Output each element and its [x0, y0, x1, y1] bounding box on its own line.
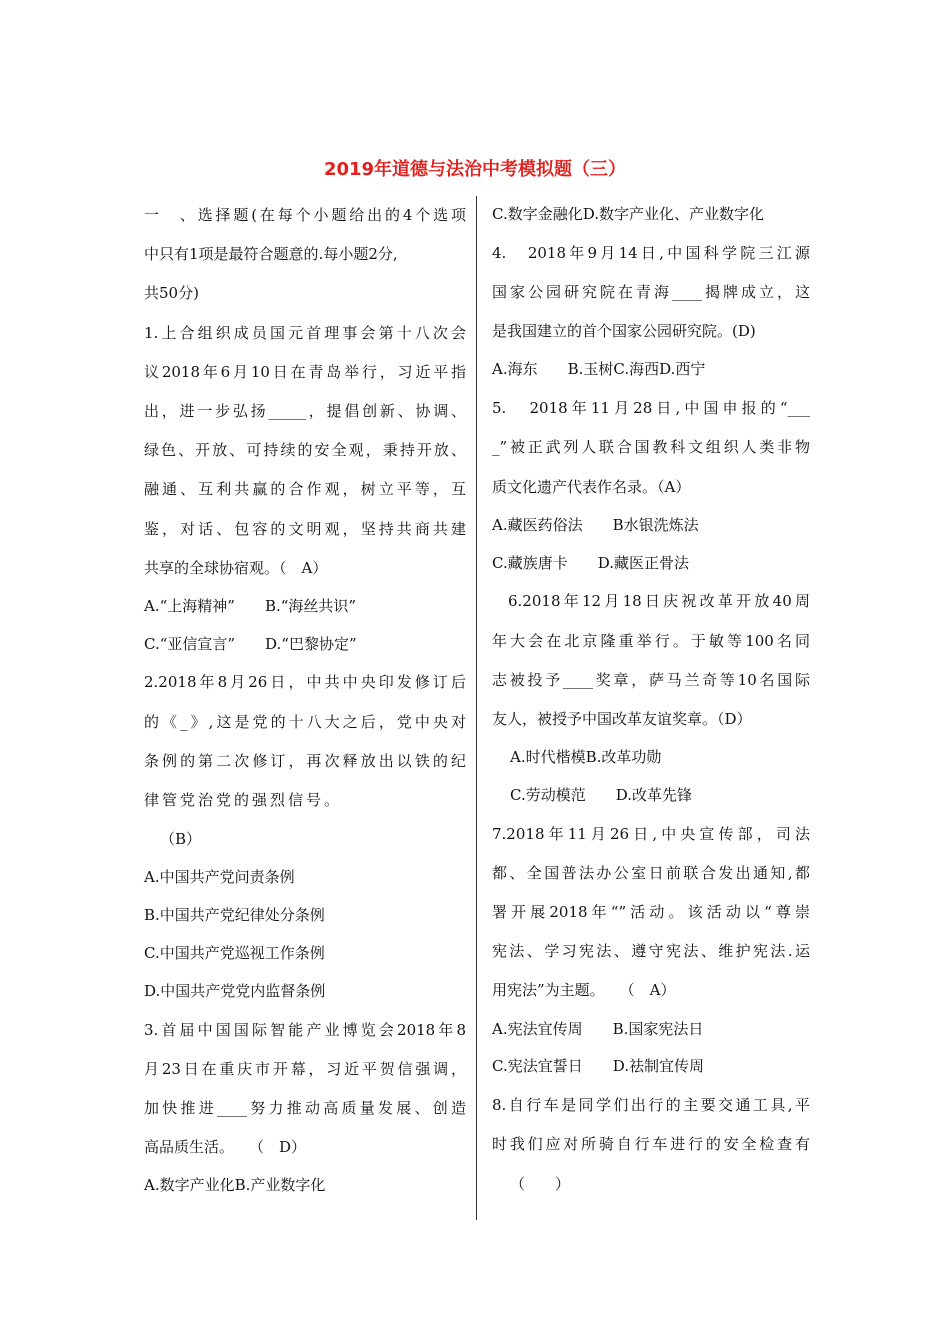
text-line: 都、全国普法办公室日前联合发出通知,都: [492, 863, 810, 882]
text-line: 用宪法”为主题。 （ A）: [492, 981, 676, 1000]
text-line: 条例的第二次修订，再次释放出以铁的纪: [144, 751, 466, 770]
text-line: 鉴，对话、包容的文明观，坚持共商共建: [144, 519, 466, 538]
text-line: C.中国共产党巡视工作条例: [144, 944, 325, 962]
text-line: 出，进一步弘扬_____，提倡创新、协调、: [144, 401, 466, 420]
text-line: 绿色、开放、可持续的安全观，秉持开放、: [144, 441, 466, 460]
text-line: 6.2018年12月18日庆祝改革开放40周: [508, 592, 810, 611]
text-line: 月23日在重庆市开幕，习近平贺信强调，: [144, 1059, 466, 1078]
page-title: 2019年道德与法治中考模拟题（三）: [323, 159, 627, 180]
text-line: A.数字产业化B.产业数字化: [144, 1176, 326, 1195]
text-line: 共享的全球协宿观。（ A）: [144, 558, 328, 577]
text-line: 宪法、学习宪法、遵守宪法、维护宪法.运: [492, 942, 810, 961]
text-line: 高品质生活。 （ D）: [144, 1138, 307, 1157]
text-line: （B）: [160, 830, 202, 849]
text-line: 友人，被授予中国改革友谊奖章。（D）: [492, 709, 752, 728]
column-divider: [476, 196, 477, 1220]
text-line: C.数字金融化D.数字产业化、产业数字化: [492, 205, 764, 223]
right-column: [492, 196, 810, 1204]
text-line: 是我国建立的首个国家公园研究院。(D): [492, 322, 756, 341]
text-line: C.“亚信宣言” D.“巴黎协定”: [144, 634, 357, 653]
text-line: （ ）: [510, 1174, 571, 1193]
text-line: 加快推进____努力推动高质量发展、创造: [144, 1098, 466, 1117]
text-line: 国家公园研究院在青海____揭牌成立，这: [492, 282, 810, 301]
text-line: A.时代楷模B.改革功勋: [510, 748, 662, 767]
text-line: 议2018年6月10日在青岛举行，习近平指: [144, 362, 466, 381]
text-line: A.海东 B.玉树C.海西D.西宁: [492, 360, 706, 379]
text-line: B.中国共产党纪律处分条例: [144, 906, 325, 925]
text-line: 志被投予____奖章，萨马兰奇等10名国际: [492, 670, 810, 689]
text-line: A.中国共产党问责条例: [144, 868, 295, 887]
text-line: 7.2018年11月26日,中央宣传部，司法: [492, 824, 810, 843]
text-line: 中只有1项是最符合题意的.每小题2分,: [144, 245, 398, 264]
text-line: A.宪法宜传周 B.国家宪法日: [492, 1019, 704, 1038]
text-line: 1.上合组织成员国元首理事会第十八次会: [144, 323, 466, 342]
text-line: 署开展2018年“”活动。该活动以“尊崇: [492, 903, 810, 922]
text-line: 2.2018年8月26日，中共中央印发修订后: [144, 673, 466, 692]
text-line: 共50分): [144, 284, 199, 303]
text-line: A.藏医药俗法 B水银洗炼法: [492, 515, 699, 534]
text-line: 4. 2018年9月14日,中国科学院三江源: [492, 243, 810, 262]
text-line: 年大会在北京隆重举行。于敏等100名同: [492, 631, 810, 650]
text-line: 8.自行车是同学们出行的主要交通工具,平: [492, 1096, 810, 1115]
text-line: 一 、选择题(在每个小题给出的4个选项: [144, 206, 466, 224]
text-line: 融通、互利共赢的合作观，树立平等，互: [144, 480, 466, 499]
text-line: D.中国共产党党内监督条例: [144, 981, 326, 1000]
text-line: 质文化遗产代表作名录。（A）: [492, 477, 691, 496]
text-line: C.藏族唐卡 D.藏医正骨法: [492, 553, 689, 572]
text-line: C.宪法宜誓日 D.祛制宜传周: [492, 1057, 704, 1076]
text-line: _”被正武列人联合国教科文组织人类非物: [492, 438, 810, 457]
text-line: 的《_》,这是党的十八大之后，党中央对: [144, 712, 466, 731]
text-line: 3.首届中国国际智能产业博览会2018年8: [144, 1020, 466, 1039]
text-line: 时我们应对所骑自行车进行的安全检查有: [492, 1135, 810, 1154]
text-line: 5. 2018年11月28日,中国申报的“___: [492, 399, 810, 418]
text-line: C.劳动模范 D.改革先锋: [510, 785, 692, 804]
left-column: [144, 196, 466, 1205]
text-line: A.“上海精神” B.“海丝共识”: [144, 596, 357, 615]
text-line: 律管党治党的强烈信号。: [144, 791, 343, 810]
